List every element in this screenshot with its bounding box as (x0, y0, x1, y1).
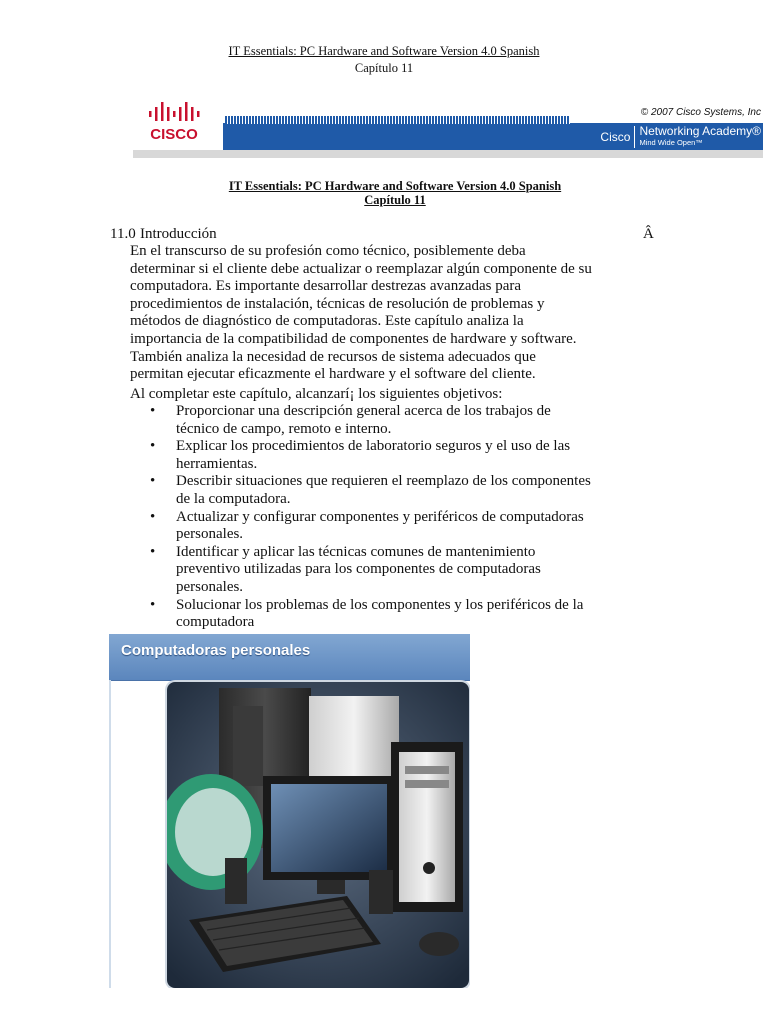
na-tagline: Mind Wide Open™ (639, 137, 703, 147)
bullet-icon: • (150, 403, 156, 419)
cisco-banner (133, 95, 763, 165)
list-item: • Identificar y aplicar las técnicas comunes de mantenimiento preventivo utilizadas para los componentes de computadoras personales. (150, 543, 541, 595)
computers-illustration-icon (167, 682, 469, 988)
intro-line: procedimientos de instalación, técnicas de resolución de problemas y (130, 295, 545, 312)
na-cisco-label: Cisco (600, 126, 635, 148)
na-academy-label: Networking Academy® (639, 123, 761, 138)
running-header-title: IT Essentials: PC Hardware and Software Version 4.0 Spanish (228, 44, 540, 58)
list-item: • Solucionar los problemas de los componentes y los periféricos de la computadora (150, 596, 584, 631)
bullet-icon: • (150, 596, 156, 613)
document-chapter: Capítulo 11 (364, 193, 426, 207)
intro-paragraph (130, 243, 615, 384)
cisco-bars-icon (147, 99, 202, 143)
bullet-icon: • (150, 508, 156, 525)
intro-line: importancia de la compatibilidad de componentes de hardware y software. (130, 330, 577, 347)
banner-dotted-strip (225, 116, 570, 124)
list-item: • Explicar los procedimientos de laboratorio seguros y el uso de las herramientas. (150, 438, 571, 472)
list-item: • Actualizar y configurar componentes y periféricos de computadoras personales. (150, 508, 584, 543)
figure-personal-computers (109, 634, 470, 988)
list-item: • Describir situaciones que requieren el reemplazo de los componentes de la computadora. (150, 473, 591, 507)
networking-academy-logo (600, 123, 761, 150)
intro-line: métodos de diagnóstico de computadoras. Este capítulo analiza la (130, 313, 524, 330)
intro-line: determinar si el cliente debe actualizar o reemplazar algún componente de su (130, 260, 592, 277)
cisco-logo (147, 99, 202, 143)
banner-grey-strip (133, 150, 763, 158)
section-title: Introducción (140, 226, 217, 242)
figure-header (109, 634, 470, 681)
computers-photo (167, 682, 469, 988)
bullet-icon: • (150, 438, 156, 455)
bullet-icon: • (150, 543, 156, 560)
intro-line: En el transcurso de su profesión como técnico, posiblemente deba (130, 243, 526, 259)
cisco-wordmark: CISCO (150, 126, 198, 143)
objectives-intro: Al completar este capítulo, alcanzarí¡ los siguientes objetivos: (130, 386, 503, 402)
intro-line: También analiza la necesidad de recursos de sistema adecuados que (130, 348, 536, 365)
document-title: IT Essentials: PC Hardware and Software Version 4.0 Spanish (228, 179, 562, 193)
section-number: 11.0 (110, 226, 136, 242)
intro-line: permitan ejecutar eficazmente el hardware y el software del cliente. (130, 366, 536, 383)
copyright-text: © 2007 Cisco Systems, Inc (640, 107, 761, 118)
figure-left-border (109, 680, 111, 988)
list-item: • Proporcionar una descripción general acerca de los trabajos de técnico de campo, remoto e interno. (150, 403, 551, 437)
intro-line: computadora. Es importante desarrollar destrezas avanzadas para (130, 278, 522, 295)
stray-character: Â (643, 226, 654, 242)
figure-title: Computadoras personales (121, 642, 311, 659)
objectives-list (150, 403, 612, 632)
bullet-icon: • (150, 473, 156, 490)
running-header-chapter: Capítulo 11 (354, 61, 414, 75)
